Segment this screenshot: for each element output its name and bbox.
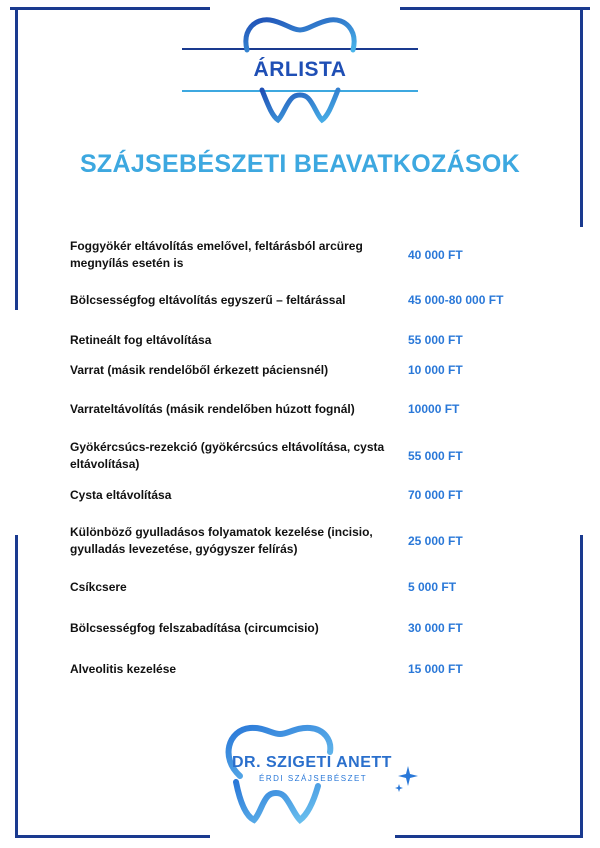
- item-price: 30 000 FT: [408, 621, 463, 635]
- price-row: [70, 399, 530, 419]
- section-heading: SZÁJSEBÉSZETI BEAVATKOZÁSOK: [79, 150, 521, 178]
- clinic-logo-icon: [200, 718, 430, 828]
- item-price: 45 000-80 000 FT: [408, 293, 504, 307]
- frame-bottom-right-h: [395, 835, 583, 838]
- item-price: 5 000 FT: [408, 580, 457, 594]
- price-row: [70, 485, 530, 505]
- item-name: Gyökércsúcs-rezekció (gyökércsúcs eltávolítása, cysta eltávolítása): [70, 440, 385, 471]
- price-row: [70, 360, 530, 380]
- item-price: 55 000 FT: [408, 449, 463, 463]
- frame-bottom-right-v: [580, 535, 583, 835]
- item-name: Bölcsességfog eltávolítás egyszerű – feltárással: [70, 292, 346, 307]
- item-name: Retineált fog eltávolítása: [70, 332, 212, 347]
- price-row: [70, 439, 530, 473]
- item-name: Bölcsességfog felszabadítása (circumcisio): [70, 620, 319, 635]
- price-row: [70, 659, 530, 679]
- item-price: 55 000 FT: [408, 333, 463, 347]
- price-row: [70, 330, 530, 350]
- price-row: [70, 618, 530, 638]
- item-price: 15 000 FT: [408, 662, 463, 676]
- item-name: Alveolitis kezelése: [70, 661, 177, 676]
- clinic-name: DR. SZIGETI ANETT: [232, 754, 392, 771]
- item-price: 40 000 FT: [408, 248, 463, 262]
- price-row: [70, 577, 530, 597]
- clinic-subtitle: ÉRDI SZÁJSEBÉSZET: [259, 774, 368, 783]
- item-name: Varrateltávolítás (másik rendelőben húzott fognál): [70, 401, 355, 416]
- frame-bottom-left-v: [15, 535, 18, 835]
- frame-bottom-left-h: [15, 835, 210, 838]
- item-price: 10 000 FT: [408, 363, 463, 377]
- price-row: [70, 290, 530, 310]
- item-price: 70 000 FT: [408, 488, 463, 502]
- price-list-title: ÁRLISTA: [253, 58, 347, 81]
- price-row: [70, 524, 530, 558]
- price-row: [70, 238, 530, 272]
- item-price: 10000 FT: [408, 402, 460, 416]
- item-name: Csíkcsere: [70, 579, 127, 594]
- item-name: Cysta eltávolítása: [70, 487, 172, 502]
- item-name: Foggyökér eltávolítás emelővel, feltárásból arcüreg megnyílás esetén is: [70, 239, 363, 270]
- item-name: Különböző gyulladásos folyamatok kezelése (incisio, gyulladás levezetése, gyógyszer felírás): [70, 525, 373, 556]
- item-price: 25 000 FT: [408, 534, 463, 548]
- item-name: Varrat (másik rendelőből érkezett páciensnél): [70, 362, 329, 377]
